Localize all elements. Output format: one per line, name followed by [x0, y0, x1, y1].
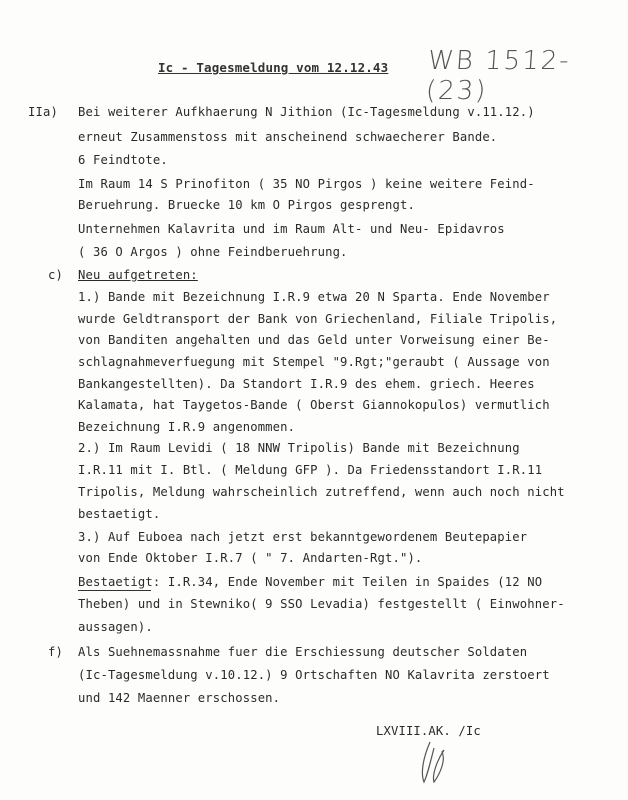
section-marker-f: f) — [48, 645, 63, 659]
text-line: 2.) Im Raum Levidi ( 18 NNW Tripolis) Bande mit Bezeichnung — [78, 441, 520, 455]
document-title: Ic - Tagesmeldung vom 12.12.43 — [158, 60, 389, 75]
text-line: Unternehmen Kalavrita und im Raum Alt- und Neu- Epidavros — [78, 222, 505, 236]
text-line: Theben) und in Stewniko( 9 SSO Levadia) festgestellt ( Einwohner- — [78, 597, 565, 611]
handwritten-signature — [418, 738, 458, 788]
text-line: Tripolis, Meldung wahrscheinlich zutreffend, wenn auch noch nicht — [78, 485, 565, 499]
text-line: (Ic-Tagesmeldung v.10.12.) 9 Ortschaften NO Kalavrita zerstoert — [78, 668, 550, 682]
text-line: I.R.11 mit I. Btl. ( Meldung GFP ). Da Friedensstandort I.R.11 — [78, 463, 543, 477]
bestaetigt-underline — [78, 590, 151, 591]
text-line: Bei weiterer Aufkhaerung N Jithion (Ic-Tagesmeldung v.11.12.) — [78, 105, 535, 119]
signature-block: LXVIII.AK. /Ic — [376, 724, 481, 738]
text-line: schlagnahmeverfuegung mit Stempel "9.Rgt;"geraubt ( Aussage von — [78, 355, 550, 369]
text-line: Bankangestellten). Da Standort I.R.9 des ehem. griech. Heeres — [78, 377, 535, 391]
text-line: Kalamata, hat Taygetos-Bande ( Oberst Giannokopulos) vermutlich — [78, 398, 550, 412]
text-line: Im Raum 14 S Prinofiton ( 35 NO Pirgos ) keine weitere Feind- — [78, 177, 535, 191]
text-line: 1.) Bande mit Bezeichnung I.R.9 etwa 20 N Sparta. Ende November — [78, 290, 550, 304]
section-heading: Neu aufgetreten: — [78, 268, 198, 282]
text-line: ( 36 O Argos ) ohne Feindberuehrung. — [78, 245, 348, 259]
text-line: Bezeichnung I.R.9 angenommen. — [78, 420, 296, 434]
text-line: erneut Zusammenstoss mit anscheinend schwaecherer Bande. — [78, 130, 498, 144]
text-line: aussagen). — [78, 620, 153, 634]
text-line: wurde Geldtransport der Bank von Griechenland, Filiale Tripolis, — [78, 312, 558, 326]
text-line: 3.) Auf Euboea nach jetzt erst bekanntgewordenem Beutepapier — [78, 530, 528, 544]
text-line: bestaetigt. — [78, 507, 161, 521]
text-line: und 142 Maenner erschossen. — [78, 691, 281, 705]
text-line: Beruehrung. Bruecke 10 km O Pirgos gesprengt. — [78, 198, 415, 212]
text-line: von Banditen angehalten und das Geld unter Vorweisung einer Be- — [78, 333, 550, 347]
section-marker-c: c) — [48, 268, 63, 282]
text-line: Als Suehnemassnahme fuer die Erschiessung deutscher Soldaten — [78, 645, 528, 659]
section-marker-iia: IIa) — [28, 105, 58, 119]
text-line: 6 Feindtote. — [78, 153, 168, 167]
handwritten-reference: WB 1512-(23) — [424, 46, 572, 106]
text-line: von Ende Oktober I.R.7 ( " 7. Andarten-Rgt."). — [78, 551, 423, 565]
text-line: Bestaetigt: I.R.34, Ende November mit Teilen in Spaides (12 NO — [78, 575, 543, 589]
